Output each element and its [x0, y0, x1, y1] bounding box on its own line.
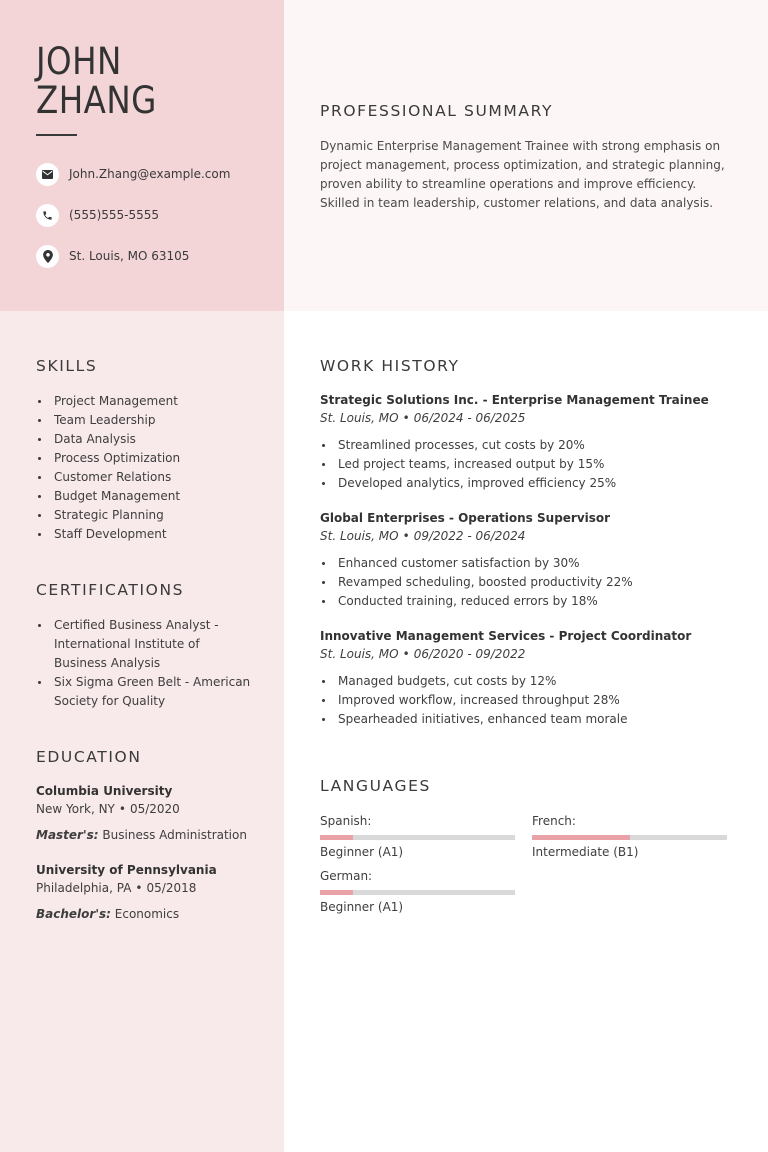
degree-field: Business Administration [102, 828, 247, 842]
degree [36, 905, 276, 923]
job-dates: 06/2024 - 06/2025 [413, 411, 526, 425]
list-item: Improved workflow, increased throughput 28% [320, 691, 740, 710]
proficiency-bar [320, 890, 515, 895]
job-location: St. Louis, MO [320, 647, 399, 661]
summary-heading: PROFESSIONAL SUMMARY [320, 102, 554, 120]
job-entry [320, 509, 740, 611]
job-company-title: Global Enterprises - Operations Supervisor [320, 511, 611, 525]
list-item: Streamlined processes, cut costs by 20% [320, 436, 740, 455]
summary-text: Dynamic Enterprise Management Trainee with strong emphasis on project management, process optimization, and strategic planning, proven ability to streamline operations and improve efficiency. Skilled in team leadership, customer relations, and data analysis. [320, 139, 725, 210]
certifications-list [36, 616, 256, 711]
graduation-date: 05/2018 [146, 881, 197, 895]
job-entry [320, 627, 740, 729]
list-item: Staff Development [36, 525, 276, 544]
list-item: Project Management [36, 392, 276, 411]
languages-heading: LANGUAGES [320, 777, 431, 795]
list-item: Six Sigma Green Belt - American Society for Quality [36, 673, 256, 711]
job-bullets [320, 554, 740, 611]
email-text[interactable]: John.Zhang@example.com [69, 167, 231, 181]
language-item [320, 868, 515, 915]
education-entry [36, 861, 276, 923]
job-location-dates: St. Louis, MO • 09/2022 - 06/2024 [320, 529, 526, 543]
list-item: Developed analytics, improved efficiency 25% [320, 474, 740, 493]
contact-email [36, 162, 230, 186]
job-bullets [320, 672, 740, 729]
list-item: Enhanced customer satisfaction by 30% [320, 554, 740, 573]
language-name: Spanish: [320, 814, 372, 828]
list-item: Budget Management [36, 487, 276, 506]
list-item: Strategic Planning [36, 506, 276, 525]
language-level: Beginner (A1) [320, 900, 404, 914]
language-level: Beginner (A1) [320, 845, 404, 859]
language-item [532, 813, 727, 860]
degree-field: Economics [114, 907, 180, 921]
list-item: Process Optimization [36, 449, 276, 468]
contact-location [36, 244, 230, 268]
proficiency-fill [320, 835, 353, 840]
map-pin-icon [36, 245, 59, 268]
skills-heading: SKILLS [36, 357, 98, 375]
location-text: St. Louis, MO 63105 [69, 249, 190, 263]
job-company-title: Innovative Management Services - Project Coordinator [320, 629, 692, 643]
job-dates: 06/2020 - 09/2022 [413, 647, 526, 661]
proficiency-fill [320, 890, 353, 895]
candidate-name [36, 42, 157, 120]
last-name: ZHANG [36, 79, 157, 122]
education-entry [36, 782, 276, 844]
job-dates: 09/2022 - 06/2024 [413, 529, 526, 543]
degree-type: Master's: [36, 828, 99, 842]
language-name: French: [532, 814, 576, 828]
list-item: Certified Business Analyst - International Institute of Business Analysis [36, 616, 256, 673]
job-entry [320, 391, 740, 493]
list-item: Revamped scheduling, boosted productivity 22% [320, 573, 740, 592]
contact-phone [36, 203, 230, 227]
language-level: Intermediate (B1) [532, 845, 639, 859]
school-name: Columbia University [36, 784, 173, 798]
phone-icon [36, 204, 59, 227]
list-item: Team Leadership [36, 411, 276, 430]
school-name: University of Pennsylvania [36, 863, 217, 877]
school-location-date: Philadelphia, PA • 05/2018 [36, 881, 197, 895]
job-location: St. Louis, MO [320, 411, 399, 425]
job-location-dates: St. Louis, MO • 06/2024 - 06/2025 [320, 411, 526, 425]
first-name: JOHN [36, 40, 122, 83]
proficiency-fill [532, 835, 630, 840]
skills-list [36, 392, 276, 544]
school-location: Philadelphia, PA [36, 881, 132, 895]
degree-type: Bachelor's: [36, 907, 111, 921]
list-item: Data Analysis [36, 430, 276, 449]
language-item [320, 813, 515, 860]
list-item: Customer Relations [36, 468, 276, 487]
proficiency-bar [320, 835, 515, 840]
list-item: Managed budgets, cut costs by 12% [320, 672, 740, 691]
certifications-heading: CERTIFICATIONS [36, 581, 185, 599]
job-location: St. Louis, MO [320, 529, 399, 543]
job-location-dates: St. Louis, MO • 06/2020 - 09/2022 [320, 647, 526, 661]
education-heading: EDUCATION [36, 748, 142, 766]
envelope-icon [36, 163, 59, 186]
list-item: Spearheaded initiatives, enhanced team morale [320, 710, 740, 729]
name-divider [36, 134, 77, 136]
job-company-title: Strategic Solutions Inc. - Enterprise Management Trainee [320, 393, 709, 407]
language-name: German: [320, 869, 373, 883]
degree [36, 826, 276, 844]
school-location: New York, NY [36, 802, 115, 816]
contact-list [36, 162, 230, 285]
work-history-heading: WORK HISTORY [320, 357, 460, 375]
list-item: Conducted training, reduced errors by 18% [320, 592, 740, 611]
proficiency-bar [532, 835, 727, 840]
job-bullets [320, 436, 740, 493]
school-location-date: New York, NY • 05/2020 [36, 802, 180, 816]
graduation-date: 05/2020 [129, 802, 180, 816]
list-item: Led project teams, increased output by 15% [320, 455, 740, 474]
phone-text: (555)555-5555 [69, 208, 160, 222]
